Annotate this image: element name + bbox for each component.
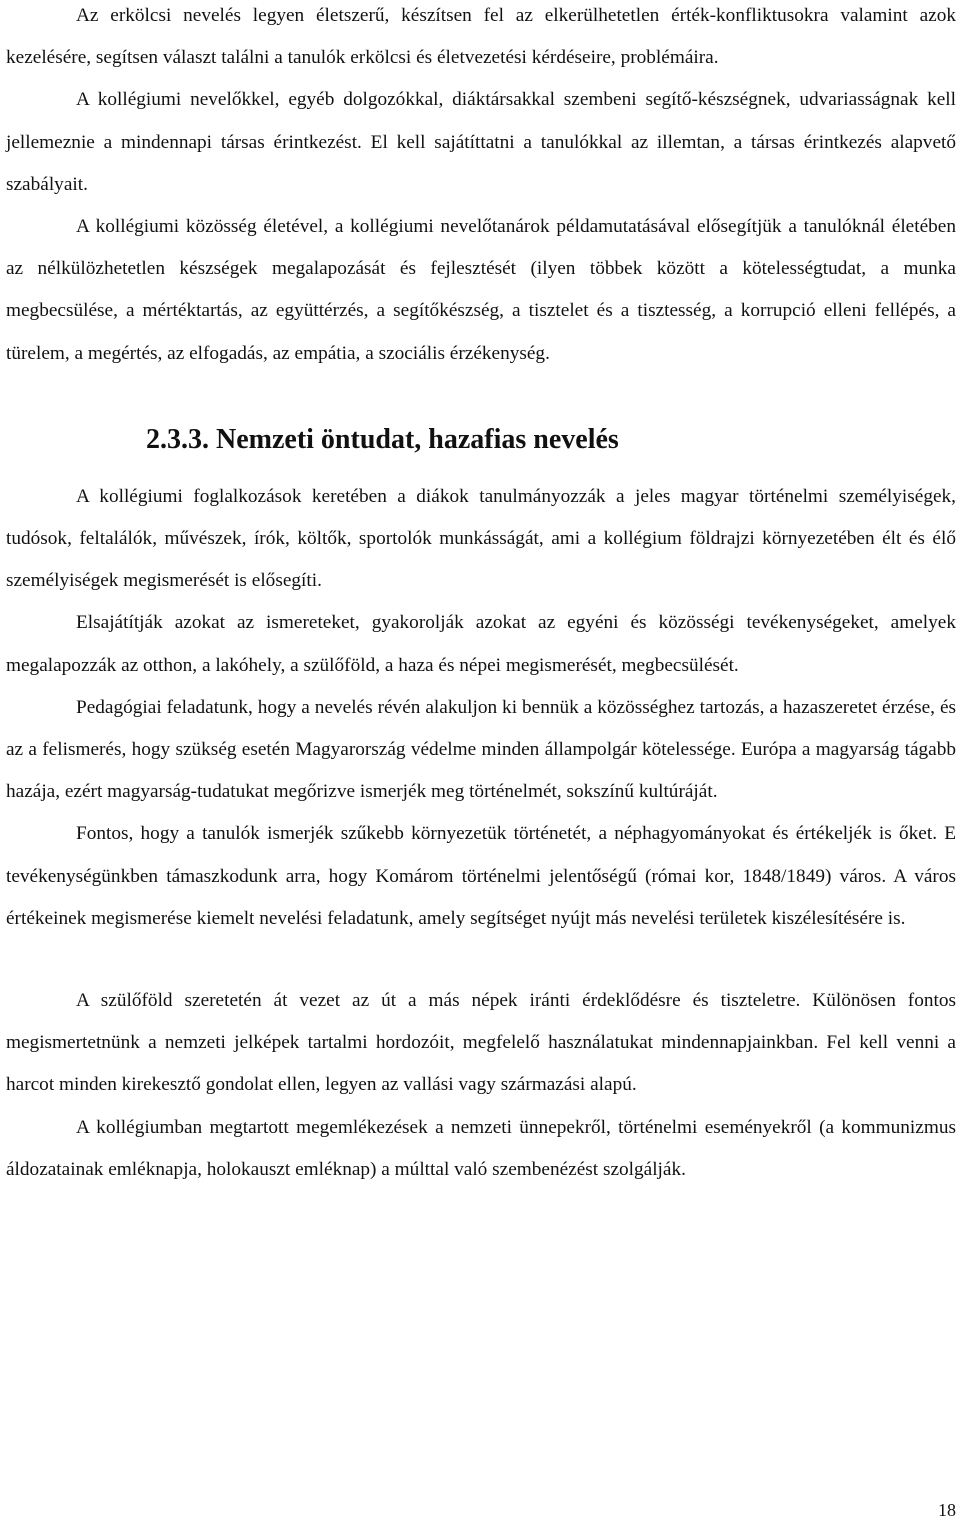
section-heading: 2.3.3. Nemzeti öntudat, hazafias nevelés (146, 423, 619, 455)
paragraph-homeland-knowledge: Elsajátítják azokat az ismereteket, gyakorolják azokat az egyéni és közösségi tevékenységeket, amelyek megalapozzák az otthon, a lakóhely, a szülőföld, a haza és népei megismerését, megbecsülését. (6, 612, 956, 676)
page-number: 18 (938, 1500, 956, 1520)
paragraph-local-history: Fontos, hogy a tanulók ismerjék szűkebb környezetük történetét, a néphagyományokat és értékeljék is őket. E tevékenységünkben támaszkodunk arra, hogy Komárom történelmi jelentőségű (római kor, 1848/1849) város. A város értékeinek megismerése kiemelt nevelési feladatunk, amely segítséget nyújt más nevelési területek kiszélesítésére is. (6, 823, 956, 929)
paragraph-community-skills: A kollégiumi közösség életével, a kollégiumi nevelőtanárok példamutatásával elősegítjük a tanulóknál életében az nélkülözhetetlen készségek megalapozását és fejlesztését (ilyen többek között a kötelességtudat, a munka megbecsülése, a mértéktartás, az együttérzés, a segítőkészség, a tisztelet és a tisztesség, a korrupció elleni fellépés, a türelem, a megértés, az elfogadás, az empátia, a szociális érzékenység. (6, 216, 956, 364)
paragraph-commemorations: A kollégiumban megtartott megemlékezések a nemzeti ünnepekről, történelmi eseményekről (a kommunizmus áldozatainak emléknapja, holokauszt emléknap) a múlttal való szembenézést szolgálják. (6, 1116, 956, 1180)
paragraph-historical-figures: A kollégiumi foglalkozások keretében a diákok tanulmányozzák a jeles magyar történelmi személyiségek, tudósok, feltalálók, művészek, írók, költők, sportolók munkásságát, ami a kollégium földrajzi környezetében élt és élő személyiségek megismerését is elősegíti. (6, 485, 956, 592)
paragraph-national-symbols: A szülőföld szeretetén át vezet az út a más népek iránti érdeklődésre és tiszteletre. Különösen fontos megismertetnünk a nemzeti jelképek tartalmi hordozóit, megfelelő használatukat mindennapjainkban. Fel kell venni a harcot minden kirekesztő gondolat ellen, legyen az vallási vagy származási alapú. (6, 990, 956, 1096)
paragraph-gap (6, 940, 956, 980)
paragraph-courtesy: A kollégiumi nevelőkkel, egyéb dolgozókkal, diáktársakkal szembeni segítő-készségnek, udvariasságnak kell jellemeznie a mindennapi társas érintkezést. El kell sajátíttatni a tanulókkal az illemtan, a társas érintkezés alapvető szabályait. (6, 89, 956, 195)
document-page (6, 0, 956, 1191)
paragraph-patriotism-task: Pedagógiai feladatunk, hogy a nevelés révén alakuljon ki bennük a közösséghez tartozás, a hazaszeretet érzése, és az a felismerés, hogy szükség esetén Magyarország védelme minden állampolgár kötelessége. Európa a magyarság tágabb hazája, ezért magyarság-tudatukat megőrizve ismerjék meg történelmét, sokszínű kultúráját. (6, 696, 956, 803)
paragraph-moral-education: Az erkölcsi nevelés legyen életszerű, készítsen fel az elkerülhetetlen érték-konfliktusokra valamint azok kezelésére, segítsen választ találni a tanulók erkölcsi és életvezetési kérdéseire, problémáira. (6, 5, 956, 69)
